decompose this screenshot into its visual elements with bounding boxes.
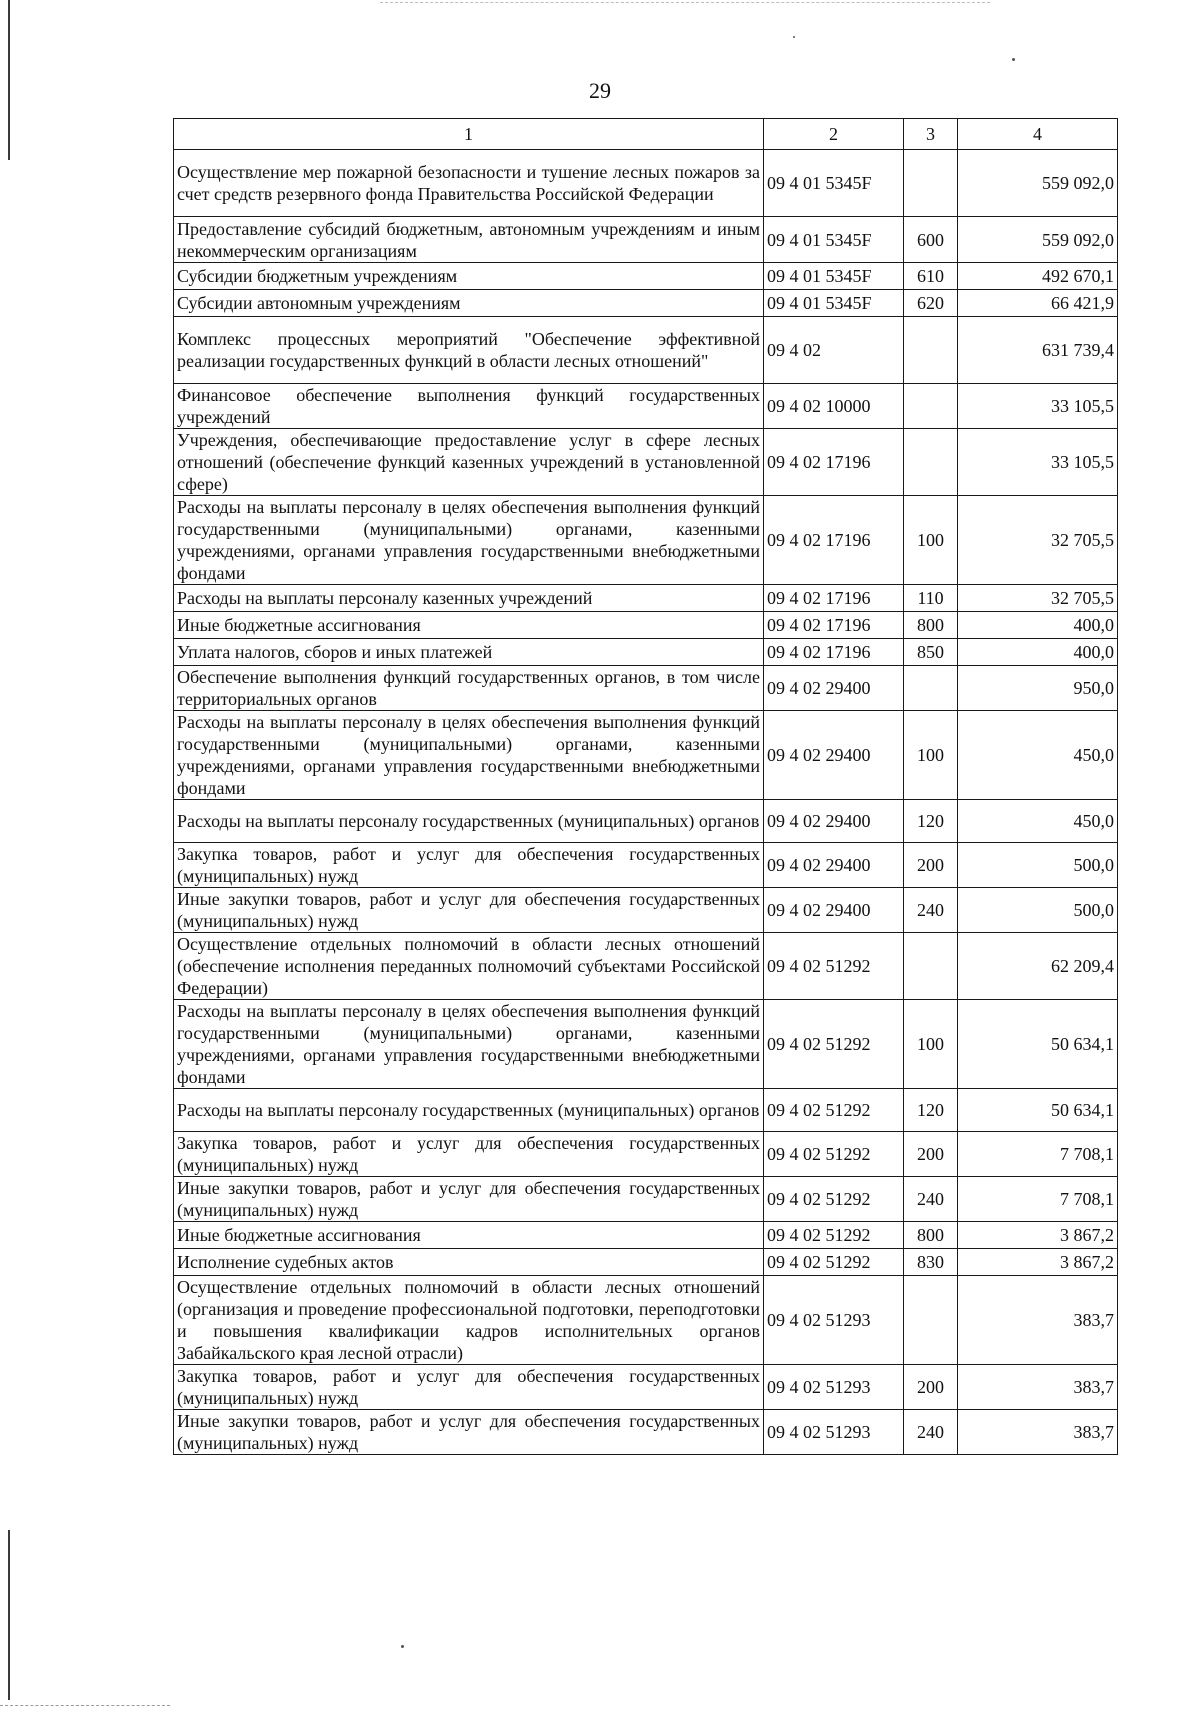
table-row (174, 1365, 1118, 1410)
row-kind-cell: 240 (904, 1177, 958, 1222)
row-code-cell: 09 4 01 5345F (764, 290, 904, 317)
table-row (174, 1132, 1118, 1177)
table-row (174, 1249, 1118, 1276)
row-name-cell: Расходы на выплаты персоналу в целях обеспечения выполнения функций государственными (муниципальными) органами, казенными учреждениями, органами управления государственными внебюджетными фондами (174, 496, 764, 585)
row-amount-cell: 631 739,4 (958, 317, 1118, 384)
row-kind-cell: 610 (904, 263, 958, 290)
row-kind-cell: 110 (904, 585, 958, 612)
row-kind-cell: 620 (904, 290, 958, 317)
row-code-cell: 09 4 02 29400 (764, 711, 904, 800)
row-name-cell: Финансовое обеспечение выполнения функций государственных учреждений (174, 384, 764, 429)
row-code-cell: 09 4 02 29400 (764, 800, 904, 843)
row-name-cell: Осуществление отдельных полномочий в области лесных отношений (обеспечение исполнения переданных полномочий субъектами Российской Федерации) (174, 933, 764, 1000)
row-name-cell: Учреждения, обеспечивающие предоставление услуг в сфере лесных отношений (обеспечение функций казенных учреждений в установленной сфере) (174, 429, 764, 496)
row-kind-cell: 120 (904, 800, 958, 843)
row-code-cell: 09 4 02 51293 (764, 1276, 904, 1365)
table-header-row (174, 119, 1118, 150)
table-row (174, 263, 1118, 290)
row-name-cell: Иные закупки товаров, работ и услуг для обеспечения государственных (муниципальных) нужд (174, 1410, 764, 1455)
row-kind-cell: 100 (904, 711, 958, 800)
row-amount-cell: 3 867,2 (958, 1249, 1118, 1276)
row-kind-cell: 240 (904, 1410, 958, 1455)
scan-speck (1012, 58, 1015, 61)
row-code-cell: 09 4 02 51293 (764, 1365, 904, 1410)
row-code-cell: 09 4 02 51292 (764, 1000, 904, 1089)
row-name-cell: Закупка товаров, работ и услуг для обеспечения государственных (муниципальных) нужд (174, 843, 764, 888)
row-name-cell: Предоставление субсидий бюджетным, автономным учреждениям и иным некоммерческим организациям (174, 217, 764, 263)
row-kind-cell: 100 (904, 496, 958, 585)
table-row (174, 150, 1118, 217)
row-kind-cell (904, 429, 958, 496)
row-code-cell: 09 4 02 17196 (764, 585, 904, 612)
row-kind-cell: 120 (904, 1089, 958, 1132)
row-amount-cell: 492 670,1 (958, 263, 1118, 290)
row-amount-cell: 66 421,9 (958, 290, 1118, 317)
table-row (174, 1276, 1118, 1365)
table-row (174, 384, 1118, 429)
row-amount-cell: 3 867,2 (958, 1222, 1118, 1249)
row-kind-cell (904, 666, 958, 711)
row-amount-cell: 400,0 (958, 612, 1118, 639)
row-kind-cell: 200 (904, 1365, 958, 1410)
row-code-cell: 09 4 02 29400 (764, 666, 904, 711)
row-kind-cell: 100 (904, 1000, 958, 1089)
row-kind-cell: 800 (904, 1222, 958, 1249)
row-code-cell: 09 4 02 51293 (764, 1410, 904, 1455)
row-code-cell: 09 4 02 51292 (764, 1249, 904, 1276)
column-header-kind: 3 (904, 119, 958, 150)
scan-artifact-left-edge-lower (8, 1530, 10, 1700)
row-code-cell: 09 4 02 29400 (764, 843, 904, 888)
table-row (174, 496, 1118, 585)
row-code-cell: 09 4 02 17196 (764, 496, 904, 585)
table-row (174, 639, 1118, 666)
table-row (174, 612, 1118, 639)
table-row (174, 1410, 1118, 1455)
row-name-cell: Осуществление отдельных полномочий в области лесных отношений (организация и проведение профессиональной подготовки, переподготовки и повышения квалификации кадров исполнительных органов Забайкальского края лесной отрасли) (174, 1276, 764, 1365)
row-code-cell: 09 4 02 51292 (764, 1177, 904, 1222)
row-kind-cell (904, 384, 958, 429)
row-code-cell: 09 4 02 51292 (764, 1132, 904, 1177)
row-amount-cell: 7 708,1 (958, 1177, 1118, 1222)
table-body (174, 150, 1118, 1455)
column-header-amount: 4 (958, 119, 1118, 150)
row-amount-cell: 383,7 (958, 1365, 1118, 1410)
row-code-cell: 09 4 02 (764, 317, 904, 384)
scan-artifact-top-line (380, 2, 990, 3)
row-amount-cell: 62 209,4 (958, 933, 1118, 1000)
row-amount-cell: 500,0 (958, 888, 1118, 933)
row-amount-cell: 383,7 (958, 1276, 1118, 1365)
row-name-cell: Комплекс процессных мероприятий "Обеспечение эффективной реализации государственных функций в области лесных отношений" (174, 317, 764, 384)
table-row (174, 888, 1118, 933)
row-amount-cell: 559 092,0 (958, 217, 1118, 263)
row-name-cell: Иные бюджетные ассигнования (174, 612, 764, 639)
row-kind-cell (904, 1276, 958, 1365)
row-name-cell: Расходы на выплаты персоналу государственных (муниципальных) органов (174, 1089, 764, 1132)
table-row (174, 429, 1118, 496)
table-row (174, 1089, 1118, 1132)
row-code-cell: 09 4 02 51292 (764, 1089, 904, 1132)
column-header-code: 2 (764, 119, 904, 150)
table-row (174, 843, 1118, 888)
row-amount-cell: 559 092,0 (958, 150, 1118, 217)
column-header-name: 1 (174, 119, 764, 150)
row-code-cell: 09 4 02 17196 (764, 639, 904, 666)
row-kind-cell: 850 (904, 639, 958, 666)
row-code-cell: 09 4 02 51292 (764, 933, 904, 1000)
table-row (174, 585, 1118, 612)
row-name-cell: Осуществление мер пожарной безопасности и тушение лесных пожаров за счет средств резервного фонда Правительства Российской Федерации (174, 150, 764, 217)
row-name-cell: Обеспечение выполнения функций государственных органов, в том числе территориальных органов (174, 666, 764, 711)
row-code-cell: 09 4 01 5345F (764, 263, 904, 290)
scan-artifact-bottom-line (0, 1705, 170, 1706)
budget-table (173, 118, 1118, 1455)
row-amount-cell: 32 705,5 (958, 496, 1118, 585)
row-kind-cell: 240 (904, 888, 958, 933)
row-code-cell: 09 4 01 5345F (764, 217, 904, 263)
row-name-cell: Уплата налогов, сборов и иных платежей (174, 639, 764, 666)
row-amount-cell: 50 634,1 (958, 1089, 1118, 1132)
row-code-cell: 09 4 02 29400 (764, 888, 904, 933)
row-kind-cell: 200 (904, 843, 958, 888)
row-amount-cell: 450,0 (958, 800, 1118, 843)
table-row (174, 1177, 1118, 1222)
row-name-cell: Субсидии автономным учреждениям (174, 290, 764, 317)
table-row (174, 317, 1118, 384)
row-kind-cell (904, 933, 958, 1000)
row-name-cell: Расходы на выплаты персоналу в целях обеспечения выполнения функций государственными (муниципальными) органами, казенными учреждениями, органами управления государственными внебюджетными фондами (174, 711, 764, 800)
table-row (174, 217, 1118, 263)
table-row (174, 290, 1118, 317)
row-kind-cell: 800 (904, 612, 958, 639)
table-row (174, 1000, 1118, 1089)
row-kind-cell: 600 (904, 217, 958, 263)
page-number: 29 (589, 78, 611, 103)
row-amount-cell: 33 105,5 (958, 429, 1118, 496)
row-name-cell: Расходы на выплаты персоналу казенных учреждений (174, 585, 764, 612)
row-amount-cell: 500,0 (958, 843, 1118, 888)
scan-speck (793, 36, 795, 38)
table-row (174, 1222, 1118, 1249)
row-kind-cell (904, 317, 958, 384)
row-kind-cell (904, 150, 958, 217)
scan-speck (401, 1645, 404, 1648)
row-code-cell: 09 4 01 5345F (764, 150, 904, 217)
row-amount-cell: 450,0 (958, 711, 1118, 800)
row-code-cell: 09 4 02 17196 (764, 429, 904, 496)
row-amount-cell: 7 708,1 (958, 1132, 1118, 1177)
row-amount-cell: 383,7 (958, 1410, 1118, 1455)
row-name-cell: Иные закупки товаров, работ и услуг для обеспечения государственных (муниципальных) нужд (174, 888, 764, 933)
row-name-cell: Иные бюджетные ассигнования (174, 1222, 764, 1249)
row-amount-cell: 950,0 (958, 666, 1118, 711)
row-name-cell: Исполнение судебных актов (174, 1249, 764, 1276)
row-name-cell: Закупка товаров, работ и услуг для обеспечения государственных (муниципальных) нужд (174, 1365, 764, 1410)
row-code-cell: 09 4 02 17196 (764, 612, 904, 639)
row-name-cell: Иные закупки товаров, работ и услуг для обеспечения государственных (муниципальных) нужд (174, 1177, 764, 1222)
row-kind-cell: 830 (904, 1249, 958, 1276)
row-name-cell: Расходы на выплаты персоналу государственных (муниципальных) органов (174, 800, 764, 843)
row-amount-cell: 400,0 (958, 639, 1118, 666)
table-row (174, 933, 1118, 1000)
row-code-cell: 09 4 02 10000 (764, 384, 904, 429)
row-amount-cell: 33 105,5 (958, 384, 1118, 429)
row-amount-cell: 32 705,5 (958, 585, 1118, 612)
table-row (174, 711, 1118, 800)
row-name-cell: Расходы на выплаты персоналу в целях обеспечения выполнения функций государственными (муниципальными) органами, казенными учреждениями, органами управления государственными внебюджетными фондами (174, 1000, 764, 1089)
row-name-cell: Закупка товаров, работ и услуг для обеспечения государственных (муниципальных) нужд (174, 1132, 764, 1177)
row-amount-cell: 50 634,1 (958, 1000, 1118, 1089)
row-code-cell: 09 4 02 51292 (764, 1222, 904, 1249)
row-name-cell: Субсидии бюджетным учреждениям (174, 263, 764, 290)
table-row (174, 666, 1118, 711)
table-row (174, 800, 1118, 843)
row-kind-cell: 200 (904, 1132, 958, 1177)
